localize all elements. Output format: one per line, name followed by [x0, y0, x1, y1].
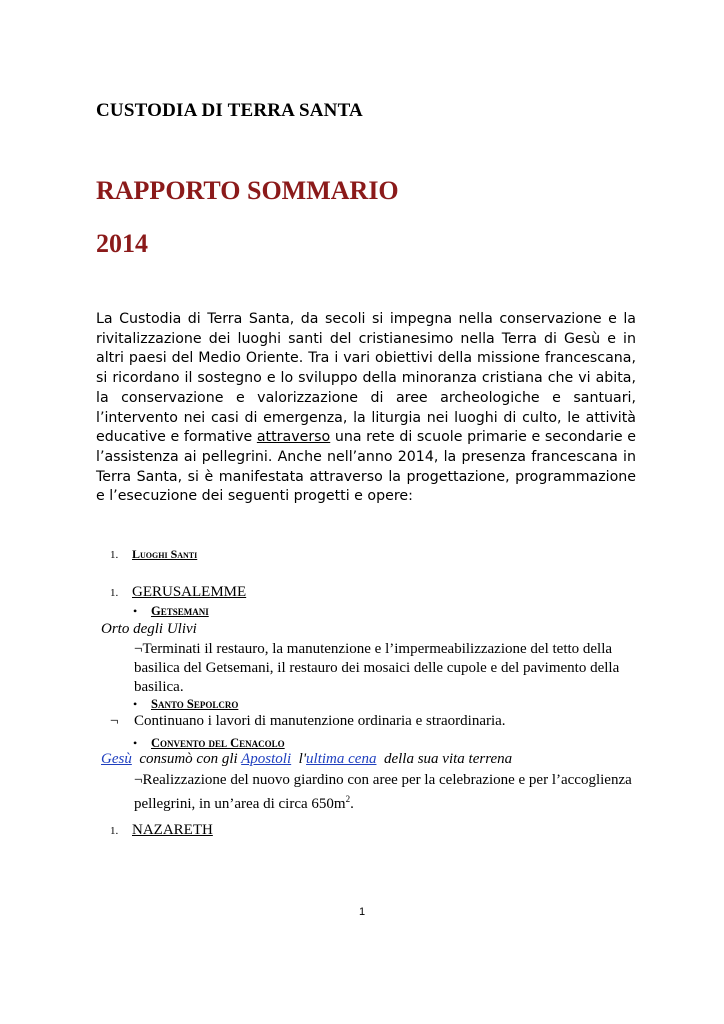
caption-text: l': [291, 751, 307, 767]
bullet-label: Getsemani: [151, 604, 209, 618]
paragraph-text: Terminati il restauro, la manutenzione e l’impermeabilizzazione del tetto della basilica del Getsemani, il restauro dei mosaici delle cupole e del pavimento della basilica.: [134, 641, 620, 695]
paragraph-text: Continuano i lavori di manutenzione ordinaria e straordinaria.: [134, 713, 506, 729]
cenacolo-caption: [101, 751, 512, 768]
place-number: 1.: [110, 587, 119, 599]
report-title: RAPPORTO SOMMARIO: [96, 176, 399, 205]
paragraph-text: Realizzazione del nuovo giardino con aree per la celebrazione e per l’accoglienza pellegrini, in un’area di circa 650m: [134, 772, 632, 812]
place-heading: GERUSALEMME: [132, 584, 247, 600]
bullet-icon: •: [133, 604, 138, 618]
place-heading: NAZARETH: [132, 822, 213, 838]
link-gesu[interactable]: Gesù: [101, 751, 132, 767]
caption-text: della sua vita terrena: [376, 751, 513, 767]
caption-text: consumò con gli: [131, 751, 242, 767]
section-luoghi-santi: [110, 545, 197, 563]
italic-caption: Orto degli Ulivi: [101, 621, 197, 637]
section-heading: Luoghi Santi: [132, 547, 198, 561]
bullet-label: Santo Sepolcro: [151, 697, 239, 711]
bullet-santo-sepolcro: [133, 697, 238, 712]
intro-text-2: una rete di scuole primarie e secondarie e l’assistenza ai pellegrini. Anche nell’anno 2014, la presenza francescana in Terra Santa, si è manifestata attraverso la progettazione, programmazione e l’esecuzione dei seguenti progetti e opere:: [96, 429, 636, 505]
intro-text-1: La Custodia di Terra Santa, da secoli si impegna nella conservazione e la rivitalizzazione dei luoghi santi del cristianesimo nella Terra di Gesù e in altri paesi del Medio Oriente. Tra i vari obiettivi della missione francescana, si ricordano il sostegno e lo sviluppo della minoranza cristiana che vi abita, la conservazione e valorizzazione di aree archeologiche e santuari, l’intervento nei casi di emergenza, la liturgia nei luoghi di culto, le attività educative e formative: [96, 311, 636, 446]
link-ultima-cena[interactable]: ultima cena: [306, 751, 377, 767]
superscript: 2: [345, 794, 351, 804]
intro-paragraph: [96, 310, 636, 507]
place-nazareth: [110, 821, 213, 839]
document-header: CUSTODIA DI TERRA SANTA: [96, 100, 363, 121]
bullet-icon: •: [133, 736, 138, 750]
negation-mark: ¬: [110, 713, 119, 729]
place-number: 1.: [110, 825, 119, 837]
bullet-icon: •: [133, 697, 138, 711]
getsemani-paragraph: [134, 640, 644, 697]
section-number: 1.: [110, 549, 119, 561]
page-number: 1: [358, 906, 366, 918]
santo-sepolcro-paragraph: [110, 713, 506, 730]
intro-underlined-word: attraverso: [256, 429, 331, 446]
paragraph-end: .: [350, 796, 354, 812]
negation-mark: ¬: [134, 641, 143, 657]
place-gerusalemme: [110, 583, 246, 601]
bullet-cenacolo: [133, 736, 285, 751]
link-apostoli[interactable]: Apostoli: [241, 751, 292, 767]
bullet-label: Convento del Cenacolo: [151, 736, 285, 750]
bullet-getsemani: [133, 604, 209, 619]
negation-mark: ¬: [134, 772, 143, 788]
report-year: 2014: [96, 229, 148, 258]
cenacolo-paragraph: [134, 771, 644, 814]
